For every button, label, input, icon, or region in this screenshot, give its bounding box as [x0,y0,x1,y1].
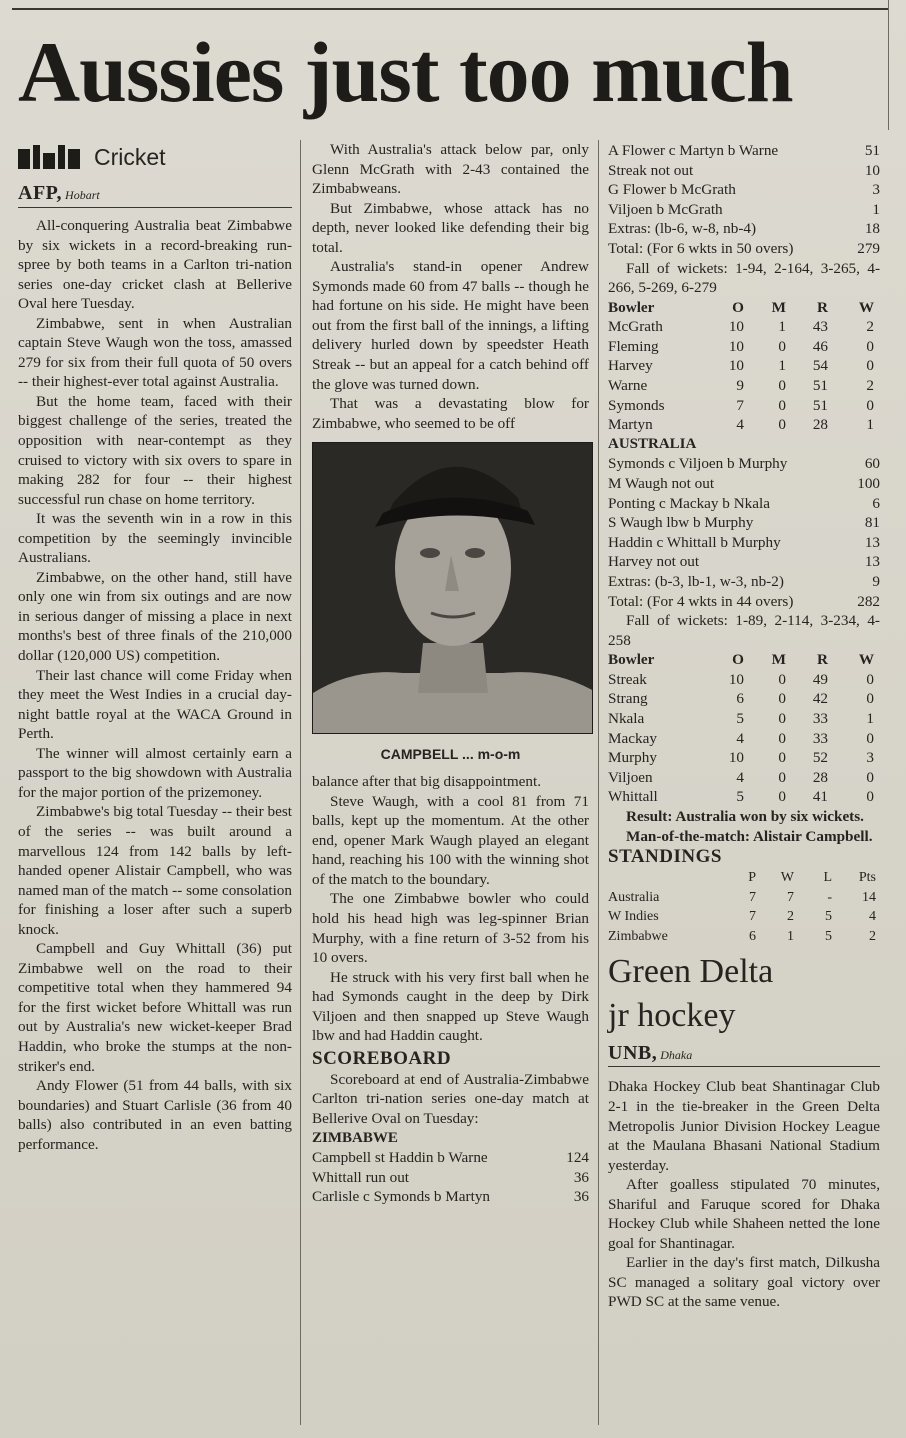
batsman-name: M Waugh not out [608,475,715,492]
batting-row [608,200,880,220]
bowler-name: Symonds [608,396,665,414]
maidens: 0 [778,377,786,395]
batting-row [608,141,880,161]
batsman-name: A Flower c Martyn b Warne [608,142,779,159]
batting-row [608,180,880,200]
batting-row [608,552,880,572]
batting-row [608,474,880,494]
wickets: 3 [866,749,874,767]
hockey-paragraph: Earlier in the day's first match, Dilkusha SC managed a solitary goal victory over PWD SC at the same venue. [608,1254,880,1311]
hockey-byline-agency: UNB, [608,1042,658,1065]
overs: 10 [728,337,744,355]
wickets: 0 [866,357,874,375]
byline-agency: AFP, [18,182,63,204]
bowler-name: Nkala [608,710,645,728]
batsman-name: Carlisle c Symonds b Martyn [312,1188,491,1206]
bowler-name: Whittall [608,788,658,806]
points: 4 [869,909,876,925]
article-paragraph: It was the seventh win in a row in this competition by the seemingly invincible Australians. [18,510,292,567]
article-paragraph: Campbell and Guy Whittall (36) put Zimbabwe well on the road to their competitive total when they hammered 94 for the first wicket before Whittall was run out by Australia's new wicket-keeper Brad Haddin, who broke the stumps at the non-striker's end. [18,940,292,1075]
overs: 4 [736,729,744,747]
standings-heading: STANDINGS [608,846,722,868]
fall-of-wickets: Fall of wickets: 1-94, 2-164, 3-265, 4-266, 5-269, 6-279 [608,259,880,297]
overs: 5 [736,788,744,806]
extras-row [608,219,880,239]
bowling-row [608,709,880,729]
runs: 49 [812,670,828,688]
standings-row [608,927,880,947]
batsman-runs: 1 [872,200,880,218]
australia-title: AUSTRALIA [608,435,697,452]
lost: - [827,889,832,905]
standings-header [608,868,880,888]
runs: 46 [812,337,828,355]
batsman-runs: 100 [857,475,880,492]
batsman-name: G Flower b McGrath [608,181,736,199]
batsman-name: Ponting c Mackay b Nkala [608,494,770,512]
played: 6 [749,928,756,944]
wickets: 0 [866,670,874,688]
points: 2 [869,928,876,944]
runs: 54 [812,357,828,375]
batsman-runs: 10 [864,161,880,179]
runs-col: R [817,298,828,316]
lost-col: L [823,870,832,886]
runs: 28 [812,416,828,434]
bowler-name: Martyn [608,416,653,434]
batsman-name: Streak not out [608,161,694,179]
overs: 4 [736,768,744,786]
section-label: Cricket [94,143,166,170]
team-col [608,868,718,888]
lost: 5 [825,928,832,944]
maidens: 0 [778,337,786,355]
maidens: 0 [778,690,786,708]
total-row [608,592,880,612]
bowling-row [608,317,880,337]
overs: 7 [736,396,744,414]
top-rule [12,8,888,10]
total-value: 279 [857,239,880,257]
batsman-name: Symonds c Viljoen b Murphy [608,455,788,473]
wickets: 0 [866,768,874,786]
won: 2 [787,909,794,925]
wickets: 2 [866,318,874,336]
bowler-name: Warne [608,377,648,395]
article-paragraph: With Australia's attack below par, only Glenn McGrath with 2-43 contained the Zimbabweans. [312,141,589,198]
column-2 [312,140,589,1207]
runs-col: R [817,651,828,669]
total-row [608,239,880,259]
batsman-runs: 3 [872,181,880,199]
extras-label: Extras: (b-3, lb-1, w-3, nb-2) [608,572,784,590]
batsman-runs: 60 [864,455,880,473]
hockey-byline [608,1042,880,1067]
bowling-row [608,689,880,709]
bowling-header [608,298,880,318]
overs: 9 [736,377,744,395]
wickets-col: W [858,651,874,669]
bowler-name: Viljoen [608,768,653,786]
maidens: 0 [778,768,786,786]
maidens: 1 [778,357,786,375]
article-paragraph: Australia's stand-in opener Andrew Symonds made 60 from 47 balls -- though he had fortune on his side. He might have been out from the first ball of the innings, a lifting delivery hurled down by speedster Heath Streak -- but an appeal for a catch behind off the glove was turned down. [312,258,589,393]
bowler-name: Murphy [608,749,657,767]
wickets: 0 [866,729,874,747]
points-col: Pts [858,870,876,886]
maidens: 0 [778,396,786,414]
column-rule [598,140,599,1425]
headline: Aussies just too much [18,24,793,120]
bowling-row [608,415,880,435]
team-name: W Indies [608,909,659,925]
right-margin-rule [888,0,889,130]
bowler-name: Mackay [608,729,657,747]
runs: 33 [812,729,828,747]
player-portrait-icon [313,443,593,734]
maidens: 0 [778,749,786,767]
article-paragraph: The winner will almost certainly earn a passport to the big showdown with Australia for the major portion of the prizemoney. [18,744,292,801]
hockey-headline-line1: Green Delta [608,953,774,991]
article-paragraph: He struck with his very first ball when he had Symonds caught in the deep by Dirk Viljoen and then snapped up Steve Waugh lbw and had Haddin caught. [312,968,589,1045]
extras-value: 9 [872,572,880,590]
batsman-name: Campbell st Haddin b Warne [312,1149,488,1167]
batsman-name: S Waugh lbw b Murphy [608,514,754,532]
batting-row [608,454,880,474]
article-paragraph: Andy Flower (51 from 44 balls, with six boundaries) and Stuart Carlisle (36 from 40 balls) also contributed in an even batting performance. [18,1077,292,1153]
team-name: Australia [608,889,660,905]
standings-row [608,907,880,927]
wickets: 0 [866,396,874,414]
bowling-row [608,396,880,416]
batsman-name: Haddin c Whittall b Murphy [608,533,781,551]
runs: 52 [812,749,828,767]
wickets: 0 [866,337,874,355]
extras-label: Extras: (lb-6, w-8, nb-4) [608,220,757,238]
article-paragraph: The one Zimbabwe bowler who could hold his head high was leg-spinner Brian Murphy, with a fine return of 3-52 from his 10 overs. [312,890,589,967]
wickets: 2 [866,377,874,395]
total-label: Total: (For 6 wkts in 50 overs) [608,239,794,257]
total-label: Total: (For 4 wkts in 44 overs) [608,592,794,610]
bowling-row [608,376,880,396]
batting-row [608,513,880,533]
runs: 51 [812,396,828,414]
scoreboard-intro: Scoreboard at end of Australia-Zimbabwe Carlton tri-nation series one-day match at Bellerive Oval on Tuesday: [312,1070,589,1127]
maidens: 0 [778,788,786,806]
runs: 41 [812,788,828,806]
overs: 10 [728,749,744,767]
batsman-name: Whittall run out [312,1168,410,1186]
bowler-col: Bowler [608,298,655,316]
article-paragraph: Steve Waugh, with a cool 81 from 71 balls, kept up the momentum. At the other end, opener Mark Waugh played an elegant hand, reaching his 100 with the winning shot of the match to the boundary. [312,792,589,888]
extras-row [608,572,880,592]
bowling-header [608,650,880,670]
lost: 5 [825,909,832,925]
wickets: 1 [866,710,874,728]
team-name: Zimbabwe [608,928,668,944]
byline-place: Hobart [65,188,100,202]
bowling-row [608,337,880,357]
maidens: 0 [778,670,786,688]
runs: 42 [812,690,828,708]
article-paragraph: All-conquering Australia beat Zimbabwe by six wickets in a record-breaking run-spree by both teams in a Carlton tri-nation series one-day cricket clash at Bellerive Oval here Tuesday. [18,217,292,313]
article-paragraph: But the home team, faced with their biggest challenge of the series, treated the opposition with near-contempt as they cruised to victory with six overs to spare in making 282 for four -- their highest successful run chase on home territory. [18,392,292,508]
batsman-name: Harvey not out [608,553,700,571]
batsman-runs: 13 [864,533,880,551]
overs: 4 [736,416,744,434]
scoreboard-heading: SCOREBOARD [312,1047,452,1069]
article-paragraph: Zimbabwe, sent in when Australian captain Steve Waugh won the toss, amassed 279 for six from their full quota of 50 overs -- their highest-ever total against Australia. [18,314,292,391]
batsman-runs: 124 [566,1149,589,1167]
won: 7 [787,889,794,905]
overs-col: O [732,651,744,669]
hockey-paragraph: Dhaka Hockey Club beat Shantinagar Club 2-1 in the tie-breaker in the Green Delta Metropolis Junior Division Hockey League at the Maulana Bhasani National Stadium yesterday. [608,1078,880,1174]
wickets: 1 [866,416,874,434]
article-paragraph: That was a devastating blow for Zimbabwe, who seemed to be off [312,395,589,432]
batsman-name: Viljoen b McGrath [608,200,723,218]
wickets: 0 [866,788,874,806]
overs: 5 [736,710,744,728]
played: 7 [749,909,756,925]
batsman-runs: 13 [864,553,880,571]
runs: 51 [812,377,828,395]
bowling-row [608,748,880,768]
article-paragraph: balance after that big disappointment. [312,773,541,791]
overs: 6 [736,690,744,708]
batsman-runs: 51 [864,142,880,159]
maidens-col: M [771,298,786,316]
runs: 28 [812,768,828,786]
bowling-row [608,670,880,690]
bowling-row [608,356,880,376]
batting-row [608,533,880,553]
batting-row [608,494,880,514]
bowling-row [608,787,880,807]
man-of-the-match: Man-of-the-match: Alistair Campbell. [626,827,873,845]
maidens-col: M [771,651,786,669]
column-rule [300,140,301,1425]
overs-col: O [732,298,744,316]
wickets: 0 [866,690,874,708]
total-value: 282 [857,592,880,610]
batting-row [608,161,880,181]
campbell-photo [312,442,593,734]
bowler-name: McGrath [608,318,663,336]
bowler-name: Strang [608,690,648,708]
maidens: 1 [778,318,786,336]
extras-value: 18 [864,220,880,238]
played-col: P [748,870,756,886]
bowler-name: Harvey [608,357,653,375]
article-paragraph: Zimbabwe's big total Tuesday -- their best of the series -- was built around a marvellous 124 from 142 balls by left-handed opener Alistair Campbell, who was named man of the match -- some consolation for finishing a loser after such a superb knock. [18,803,292,938]
overs: 10 [728,670,744,688]
maidens: 0 [778,710,786,728]
maidens: 0 [778,729,786,747]
article-paragraph: But Zimbabwe, whose attack has no depth, never looked like defending their big total. [312,199,589,256]
won-col: W [780,870,794,886]
batsman-runs: 36 [573,1168,589,1186]
batsman-runs: 81 [864,514,880,532]
overs: 10 [728,357,744,375]
runs: 43 [812,318,828,336]
runs: 33 [812,710,828,728]
column-1 [18,140,292,1154]
batsman-runs: 6 [872,494,880,512]
bowler-col: Bowler [608,651,655,669]
hockey-headline-line2: jr hockey [608,997,736,1035]
won: 1 [787,928,794,944]
standings-row [608,888,880,908]
bowler-name: Fleming [608,337,659,355]
article-paragraph: Their last chance will come Friday when they meet the West Indies in a crucial day-night battle royal at the WACA Ground in Perth. [18,666,292,743]
fall-of-wickets: Fall of wickets: 1-89, 2-114, 3-234, 4-258 [608,612,880,649]
cricket-logo-icon [18,145,90,169]
hockey-paragraph: After goalless stipulated 70 minutes, Shariful and Faruque scored for Dhaka Hockey Club while Shaheen netted the lone goal for Shantinagar. [608,1176,880,1252]
section-tag [18,140,292,174]
overs: 10 [728,318,744,336]
zimbabwe-title: ZIMBABWE [312,1129,398,1146]
hockey-byline-place: Dhaka [660,1048,693,1063]
wickets-col: W [858,298,874,316]
match-result: Result: Australia won by six wickets. [626,808,864,825]
played: 7 [749,889,756,905]
points: 14 [862,889,876,905]
article-paragraph: Zimbabwe, on the other hand, still have only one win from six outings and are now in serious danger of missing a place in next months's best of three finals of the 210,000 dollar (120,000 US) competition. [18,568,292,665]
photo-caption: CAMPBELL ... m-o-m [380,746,521,763]
bowling-row [608,729,880,749]
batting-row [312,1168,589,1188]
byline [18,182,292,208]
maidens: 0 [778,416,786,434]
column-3 [608,141,880,1312]
bowler-name: Streak [608,670,647,688]
batting-row [312,1148,589,1168]
batting-row [312,1187,589,1207]
bowling-row [608,768,880,788]
batsman-runs: 36 [573,1188,589,1206]
